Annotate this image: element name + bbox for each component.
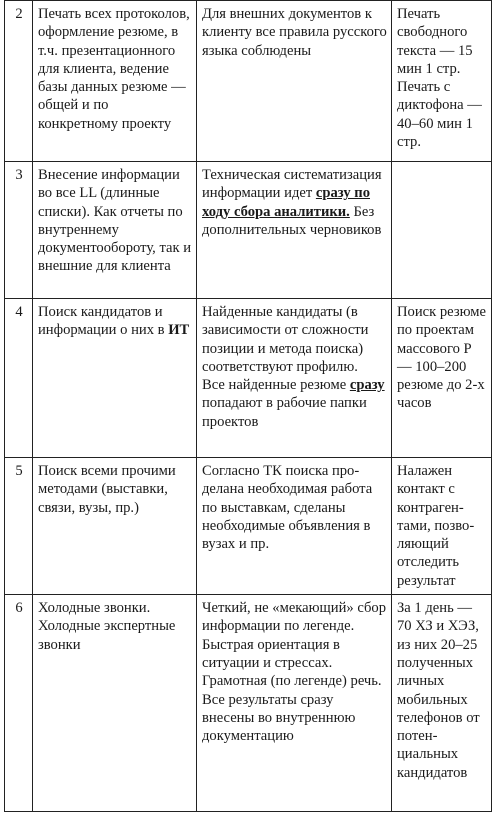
method-text: Четкий, не «мекающий» сбор информации по легенде. Быстрая ориентация в ситуации и стрессах. Грамотная (по легенде) речь.	[202, 600, 387, 690]
bold-text: ИТ	[168, 322, 190, 339]
task-cell	[33, 299, 197, 458]
task-cell	[33, 162, 197, 299]
norm-text: Поиск резюме по проектам массового Р — 100–200 резюме до 2-х часов	[397, 304, 487, 412]
norm-cell	[392, 299, 492, 458]
method-text: Все результаты сразу внесены во внутреннюю документацию	[202, 691, 356, 745]
method-cell	[197, 458, 392, 595]
method-text: Для внешних документов к клиенту все правила русского языка соблюдены	[202, 6, 387, 59]
row-number: 3	[5, 162, 33, 299]
method-cell	[197, 1, 392, 162]
method-cell	[197, 162, 392, 299]
norm-cell	[392, 458, 492, 595]
method-paragraph	[202, 166, 387, 239]
task-text: Печать всех протоколов, оформление резюме, в т.ч. презентационного для клиента, ведение базы данных резюме — общей и по конкретному проекту	[38, 6, 190, 132]
work-standards-table	[4, 0, 492, 812]
method-text: Все найденные резюме	[202, 377, 350, 394]
table-row	[5, 162, 492, 299]
task-text: Холодные звонки. Холодные экспертные звонки	[38, 600, 176, 653]
task-cell	[33, 595, 197, 812]
task-cell	[33, 1, 197, 162]
table-row	[5, 299, 492, 458]
table-row	[5, 595, 492, 812]
emphasis-text: сразу по ходу сбора аналитики.	[202, 185, 370, 220]
norm-cell	[392, 595, 492, 812]
emphasis-text: сразу	[349, 377, 385, 394]
task-text: Внесение информации во все LL (длинные списки). Как отчеты по внутреннему документообороту, так и внешние для клиента	[38, 167, 192, 275]
norm-text: За 1 день — 70 ХЗ и ХЭЗ, из них 20–25 полученных личных мобильных телефонов от потенциальных кандидатов	[397, 600, 480, 781]
table-row	[5, 1, 492, 162]
norm-text: Печать с диктофона — 40–60 мин 1 стр.	[397, 79, 482, 151]
row-number: 2	[5, 1, 33, 162]
table-row	[5, 458, 492, 595]
task-text: Поиск всеми прочими методами (выставки, связи, вузы, пр.)	[38, 463, 176, 516]
norm-cell	[392, 162, 492, 299]
norm-text: Налажен контакт с контрагентами, позволяющий отследить результат	[397, 463, 475, 589]
method-text: Согласно ТК поиска проделана необходимая работа по выставкам, сделаны необходимые объявления в вузах и пр.	[202, 463, 373, 553]
row-number: 4	[5, 299, 33, 458]
norm-text: Печать свободного текста — 15 мин 1 стр.	[397, 6, 473, 77]
norm-cell	[392, 1, 492, 162]
method-paragraph	[202, 376, 387, 431]
method-cell	[197, 299, 392, 458]
method-cell	[197, 595, 392, 812]
method-text: Техническая систематизация информации идет	[202, 167, 382, 202]
task-cell	[33, 458, 197, 595]
row-number: 6	[5, 595, 33, 812]
task-text: Поиск кандидатов и информации о них в	[38, 304, 169, 339]
method-text: Найденные кандидаты (в зависимости от сложности позиции и метода поиска) соответствуют профилю.	[202, 304, 369, 375]
method-text: Без дополнительных черновиков	[202, 203, 382, 238]
method-text: попадают в рабочие папки проектов	[202, 395, 367, 430]
task-paragraph	[38, 303, 192, 340]
row-number: 5	[5, 458, 33, 595]
